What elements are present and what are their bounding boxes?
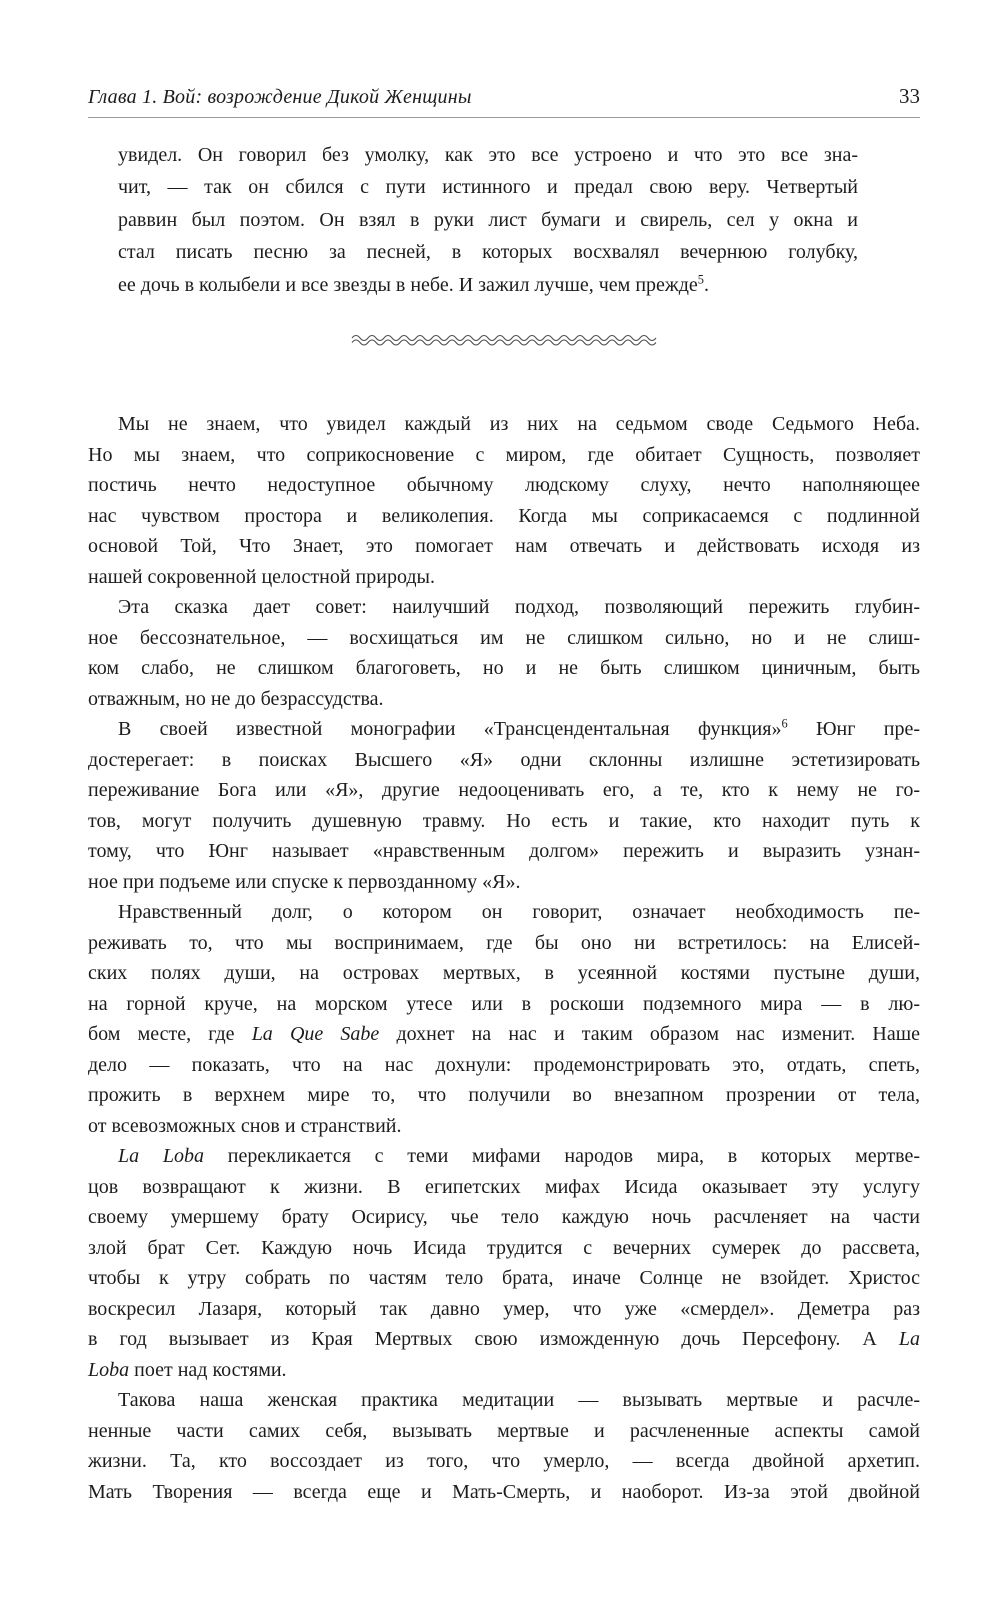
text-line: прожить в верхнем мире то, что получили во внезапном прозрении от тела,	[88, 1084, 920, 1107]
text-line: основой Той, Что Знает, это помогает нам отвечать и действовать исходя из	[88, 535, 920, 558]
header-rule	[88, 117, 920, 118]
text-line: увидел. Он говорил без умолку, как это все устроено и что это все зна-	[118, 144, 858, 166]
text-line: нашей сокровенной целостной природы.	[88, 565, 435, 588]
text-line: ненные части самих себя, вызывать мертвые и расчлененные аспекты самой	[88, 1419, 920, 1442]
text-line: Мать Творения — всегда еще и Мать-Смерть, и наоборот. Из-за этой двойной	[88, 1480, 920, 1503]
text-line: жизни. Та, кто воссоздает из того, что умерло, — всегда двойной архетип.	[88, 1450, 920, 1473]
text-line: на горной круче, на морском утесе или в роскоши подземного мира — в лю-	[88, 992, 920, 1015]
running-title: Глава 1. Вой: возрождение Дикой Женщины	[88, 86, 472, 108]
text-line: переживание Бога или «Я», другие недооценивать его, а те, кто к нему не го-	[88, 779, 920, 802]
text-line: ее дочь в колыбели и все звезды в небе. И зажил лучше, чем прежде$^5$.	[118, 271, 709, 296]
text-line: достерегает: в поисках Высшего «Я» одни склонны излишне эстетизировать	[88, 748, 920, 771]
text-line: дело — показать, что на нас дохнули: продемонстрировать это, отдать, спеть,	[88, 1053, 920, 1076]
italic-phrase: La	[898, 1328, 920, 1351]
text-line: своему умершему брату Осирису, чье тело каждую ночь расчленяет на части	[88, 1206, 920, 1229]
italic-phrase: La Loba	[118, 1145, 205, 1168]
text-line: Нравственный долг, о котором он говорит, означает необходимость пе-	[118, 901, 920, 924]
text-line: нас чувством простора и великолепия. Когда мы соприкасаемся с подлинной	[88, 504, 920, 527]
text-line: постичь нечто недоступное обычному людскому слуху, нечто наполняющее	[88, 474, 920, 497]
text-line: ное бессознательное, — восхищаться им не слишком сильно, но и не слиш-	[88, 626, 920, 649]
footnote-reference: 6	[781, 716, 788, 731]
italic-phrase: Loba	[88, 1358, 130, 1381]
text-line: бом месте, где La Que Sabe дохнет на нас и таким образом нас изменит. Наше	[88, 1023, 920, 1046]
section-divider	[88, 333, 920, 349]
footnote-reference: 5	[697, 271, 704, 286]
text-line: Такова наша женская практика медитации — вызывать мертвые и расчле-	[118, 1389, 920, 1412]
text-line: ное при подъеме или спуске к первозданному «Я».	[88, 870, 521, 893]
text-line: чит, — так он сбился с пути истинного и предал свою веру. Четвертый	[118, 176, 858, 199]
page-header	[88, 84, 920, 109]
text-line: воскресил Лазаря, который так давно умер, что уже «смердел». Деметра раз	[88, 1297, 920, 1320]
text-line: отважным, но не до безрассудства.	[88, 687, 384, 710]
text-line: Мы не знаем, что увидел каждый из них на седьмом своде Седьмого Неба.	[118, 413, 920, 436]
text-line: В своей известной монографии «Трансцендентальная функция»$^6$ Юнг пре-	[118, 716, 921, 741]
page-number: 33	[899, 84, 920, 108]
wavy-divider-icon	[351, 333, 657, 349]
italic-phrase: La Que Sabe	[251, 1023, 380, 1046]
text-line: от всевозможных снов и странствий.	[88, 1114, 402, 1137]
text-line: Эта сказка дает совет: наилучший подход, позволяющий пережить глубин-	[118, 596, 920, 619]
text-line: цов возвращают к жизни. В египетских мифах Исида оказывает эту услугу	[88, 1175, 920, 1198]
text-line: ских полях души, на островах мертвых, в усеянной костями пустыне души,	[88, 962, 920, 985]
text-line: тому, что Юнг называет «нравственным долгом» пережить и выразить узнан-	[88, 840, 920, 863]
text-line: Loba поет над костями.	[88, 1358, 287, 1381]
main-text	[88, 409, 920, 1507]
text-line: чтобы к утру собрать по частям тело брата, иначе Солнце не взойдет. Христос	[88, 1267, 920, 1290]
text-line: Но мы знаем, что соприкосновение с миром, где обитает Сущность, позволяет	[88, 443, 920, 466]
blockquote	[118, 139, 858, 301]
text-line: стал писать песню за песней, в которых восхвалял вечернюю голубку,	[118, 241, 858, 264]
text-line: злой брат Сет. Каждую ночь Исида трудится с вечерних сумерек до рассвета,	[88, 1236, 920, 1259]
text-line: ком слабо, не слишком благоговеть, но и не быть слишком циничным, быть	[88, 657, 920, 680]
text-line: La Loba перекликается с теми мифами народов мира, в которых мертве-	[118, 1145, 920, 1168]
text-line: в год вызывает из Края Мертвых свою изможденную дочь Персефону. А La	[88, 1328, 920, 1351]
text-line: раввин был поэтом. Он взял в руки лист бумаги и свирель, сел у окна и	[118, 208, 858, 231]
text-line: реживать то, что мы воспринимаем, где бы оно ни встретилось: на Елисей-	[88, 931, 920, 954]
text-line: тов, могут получить душевную травму. Но есть и такие, кто находит путь к	[88, 809, 920, 832]
